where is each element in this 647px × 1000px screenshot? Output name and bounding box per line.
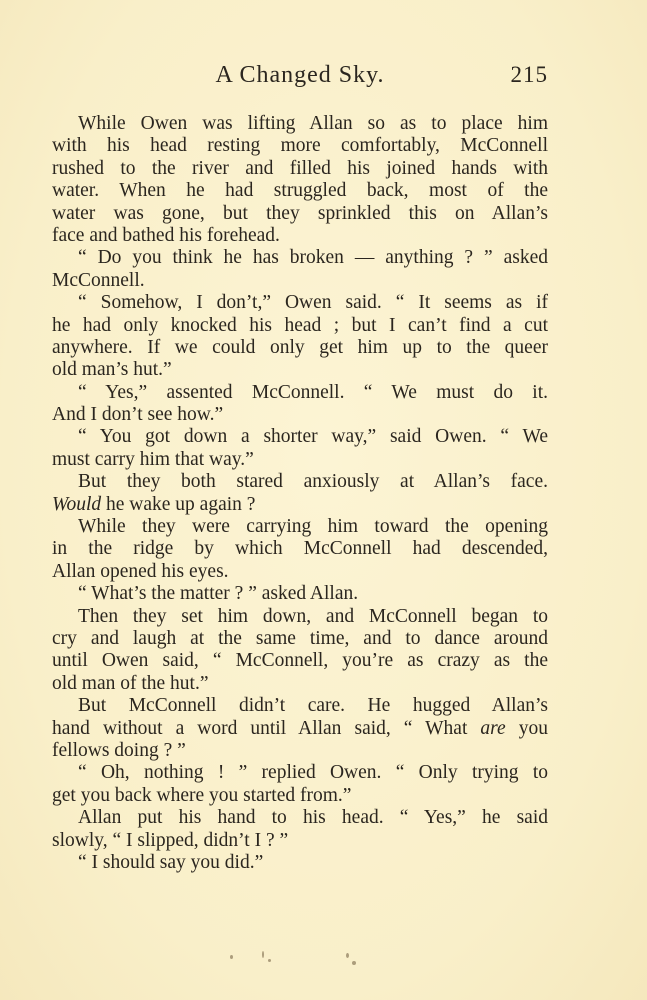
text-line bbox=[52, 718, 548, 740]
body-text bbox=[52, 113, 548, 874]
text-line: “ Oh, nothing ! ” replied Owen. “ Only trying to bbox=[78, 762, 548, 784]
text-line: rushed to the river and filled his joined hands with bbox=[52, 157, 548, 179]
text-line bbox=[52, 494, 548, 516]
text-line: “ You got down a shorter way,” said Owen. “ We bbox=[78, 426, 548, 448]
text-line: old man of the hut.” bbox=[52, 672, 209, 694]
paper-specks bbox=[222, 945, 382, 975]
text-line: cry and laugh at the same time, and to dance around bbox=[52, 627, 548, 649]
text-line: While they were carrying him toward the opening bbox=[78, 516, 548, 538]
text-line: must carry him that way.” bbox=[52, 448, 254, 470]
text-line: fellows doing ? ” bbox=[52, 739, 186, 761]
text-line: And I don’t see how.” bbox=[52, 404, 224, 426]
text-line: water was gone, but they sprinkled this on Allan’s bbox=[52, 202, 548, 224]
text-line: “ I should say you did.” bbox=[78, 851, 264, 873]
text-line: Then they set him down, and McConnell began to bbox=[78, 605, 548, 627]
text-line: old man’s hut.” bbox=[52, 359, 172, 381]
text-line: get you back where you started from.” bbox=[52, 784, 352, 806]
text-line: But they both stared anxiously at Allan’s face. bbox=[78, 471, 548, 493]
text-line: slowly, “ I slipped, didn’t I ? ” bbox=[52, 829, 289, 851]
running-head bbox=[52, 62, 548, 96]
text-line: “ Yes,” assented McConnell. “ We must do it. bbox=[78, 381, 548, 403]
text-segment: hand without a word until Allan said, “ What bbox=[52, 717, 481, 739]
text-line: But McConnell didn’t care. He hugged Allan’s bbox=[78, 695, 548, 717]
emphasis-text: Would bbox=[52, 493, 102, 515]
chapter-title: A Changed Sky. bbox=[215, 62, 385, 88]
text-line: until Owen said, “ McConnell, you’re as crazy as the bbox=[52, 650, 548, 672]
text-line: he had only knocked his head ; but I can’t find a cut bbox=[52, 314, 548, 336]
text-line: in the ridge by which McConnell had descended, bbox=[52, 538, 548, 560]
text-line: While Owen was lifting Allan so as to place him bbox=[78, 113, 548, 134]
text-line: “ Do you think he has broken — anything ? ” asked bbox=[78, 247, 548, 269]
text-line: with his head resting more comfortably, McConnell bbox=[52, 135, 548, 157]
text-segment: you bbox=[505, 717, 548, 739]
text-line: “ What’s the matter ? ” asked Allan. bbox=[78, 583, 359, 605]
text-line: Allan put his hand to his head. “ Yes,” he said bbox=[78, 807, 548, 829]
text-line: Allan opened his eyes. bbox=[52, 560, 229, 582]
emphasis-text: are bbox=[480, 717, 506, 739]
text-line: anywhere. If we could only get him up to the queer bbox=[52, 336, 548, 358]
text-line: face and bathed his forehead. bbox=[52, 224, 280, 246]
text-line: water. When he had struggled back, most of the bbox=[52, 180, 548, 202]
text-segment: he wake up again ? bbox=[101, 493, 256, 515]
text-line: “ Somehow, I don’t,” Owen said. “ It seems as if bbox=[78, 292, 548, 314]
page-number: 215 bbox=[510, 62, 548, 87]
text-line: McConnell. bbox=[52, 269, 145, 291]
